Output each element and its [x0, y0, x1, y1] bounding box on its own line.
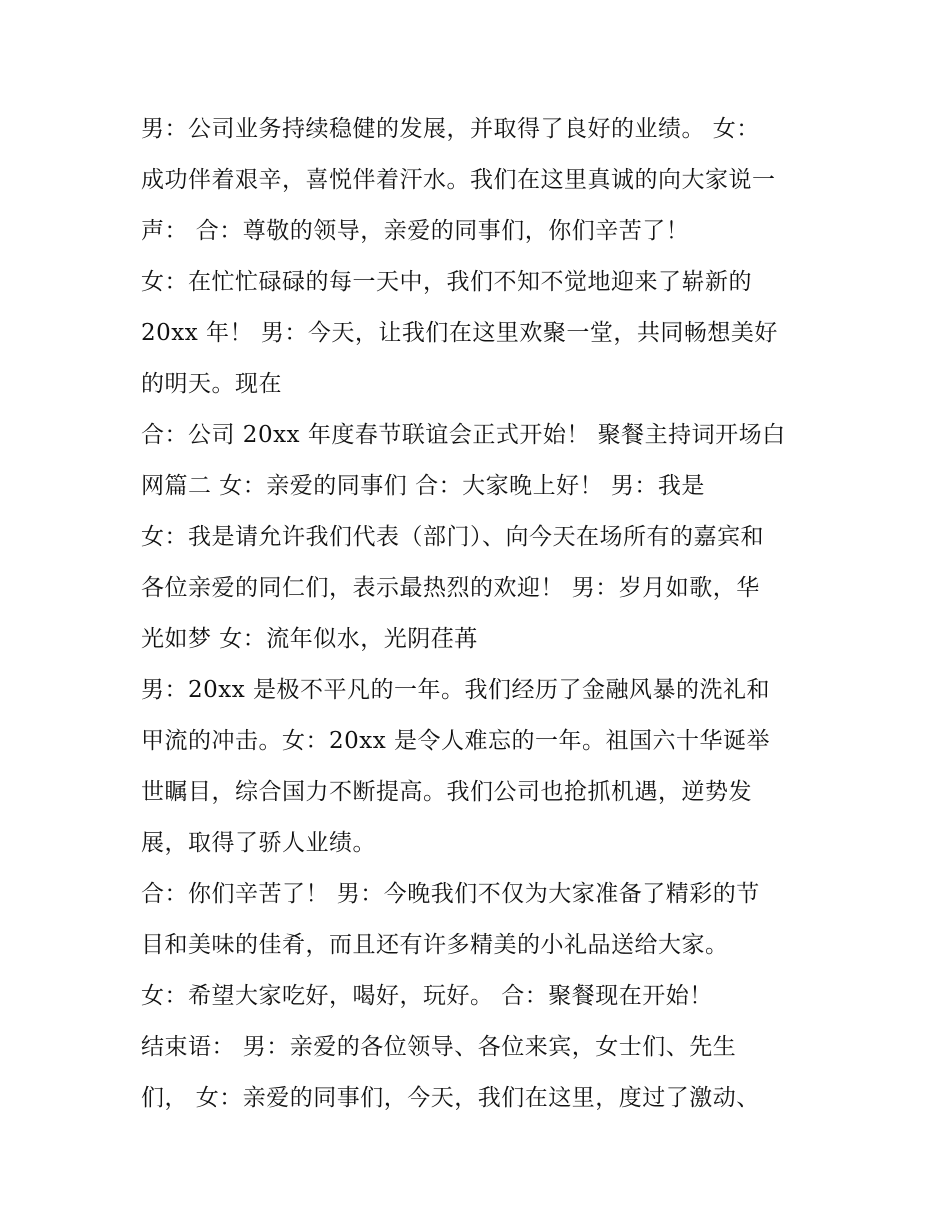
text-line: 合：公司 20xx 年度春节联谊会正式开始！ 聚餐主持词开场白 [141, 422, 786, 448]
text-line: 各位亲爱的同仁们，表示最热烈的欢迎！ 男：岁月如歌，华 [141, 575, 760, 601]
text-line: 合：你们辛苦了！ 男：今晚我们不仅为大家准备了精彩的节 [141, 881, 760, 907]
text-line: 世瞩目，综合国力不断提高。我们公司也抢抓机遇，逆势发 [141, 779, 752, 805]
text-line: 声： 合：尊敬的领导，亲爱的同事们，你们辛苦了！ [141, 218, 690, 244]
text-line: 目和美味的佳肴，而且还有许多精美的小礼品送给大家。 [141, 932, 729, 958]
text-line: 结束语： 男：亲爱的各位领导、各位来宾，女士们、先生 [141, 1034, 737, 1060]
text-line: 女：希望大家吃好，喝好，玩好。 合：聚餐现在开始！ [141, 983, 713, 1009]
text-line: 甲流的冲击。女：20xx 是令人难忘的一年。祖国六十华诞举 [141, 728, 771, 754]
text-line: 女：我是请允许我们代表（部门）、向今天在场所有的嘉宾和 [141, 524, 764, 550]
text-line: 网篇二 女：亲爱的同事们 合：大家晚上好！ 男：我是 [141, 473, 705, 499]
text-line: 成功伴着艰辛，喜悦伴着汗水。我们在这里真诚的向大家说一 [141, 167, 776, 193]
text-line: 男：公司业务持续稳健的发展，并取得了良好的业绩。 女： [141, 116, 760, 142]
text-line: 20xx 年！ 男：今天，让我们在这里欢聚一堂，共同畅想美好 [141, 320, 778, 346]
text-line: 光如梦 女：流年似水，光阴荏苒 [141, 626, 478, 652]
text-line: 们， 女：亲爱的同事们，今天，我们在这里，度过了激动、 [141, 1085, 760, 1111]
text-line: 女：在忙忙碌碌的每一天中，我们不知不觉地迎来了崭新的 [141, 269, 752, 295]
text-line: 男：20xx 是极不平凡的一年。我们经历了金融风暴的洗礼和 [141, 677, 771, 703]
text-line: 展，取得了骄人业绩。 [141, 830, 376, 856]
text-line: 的明天。现在 [141, 371, 282, 397]
